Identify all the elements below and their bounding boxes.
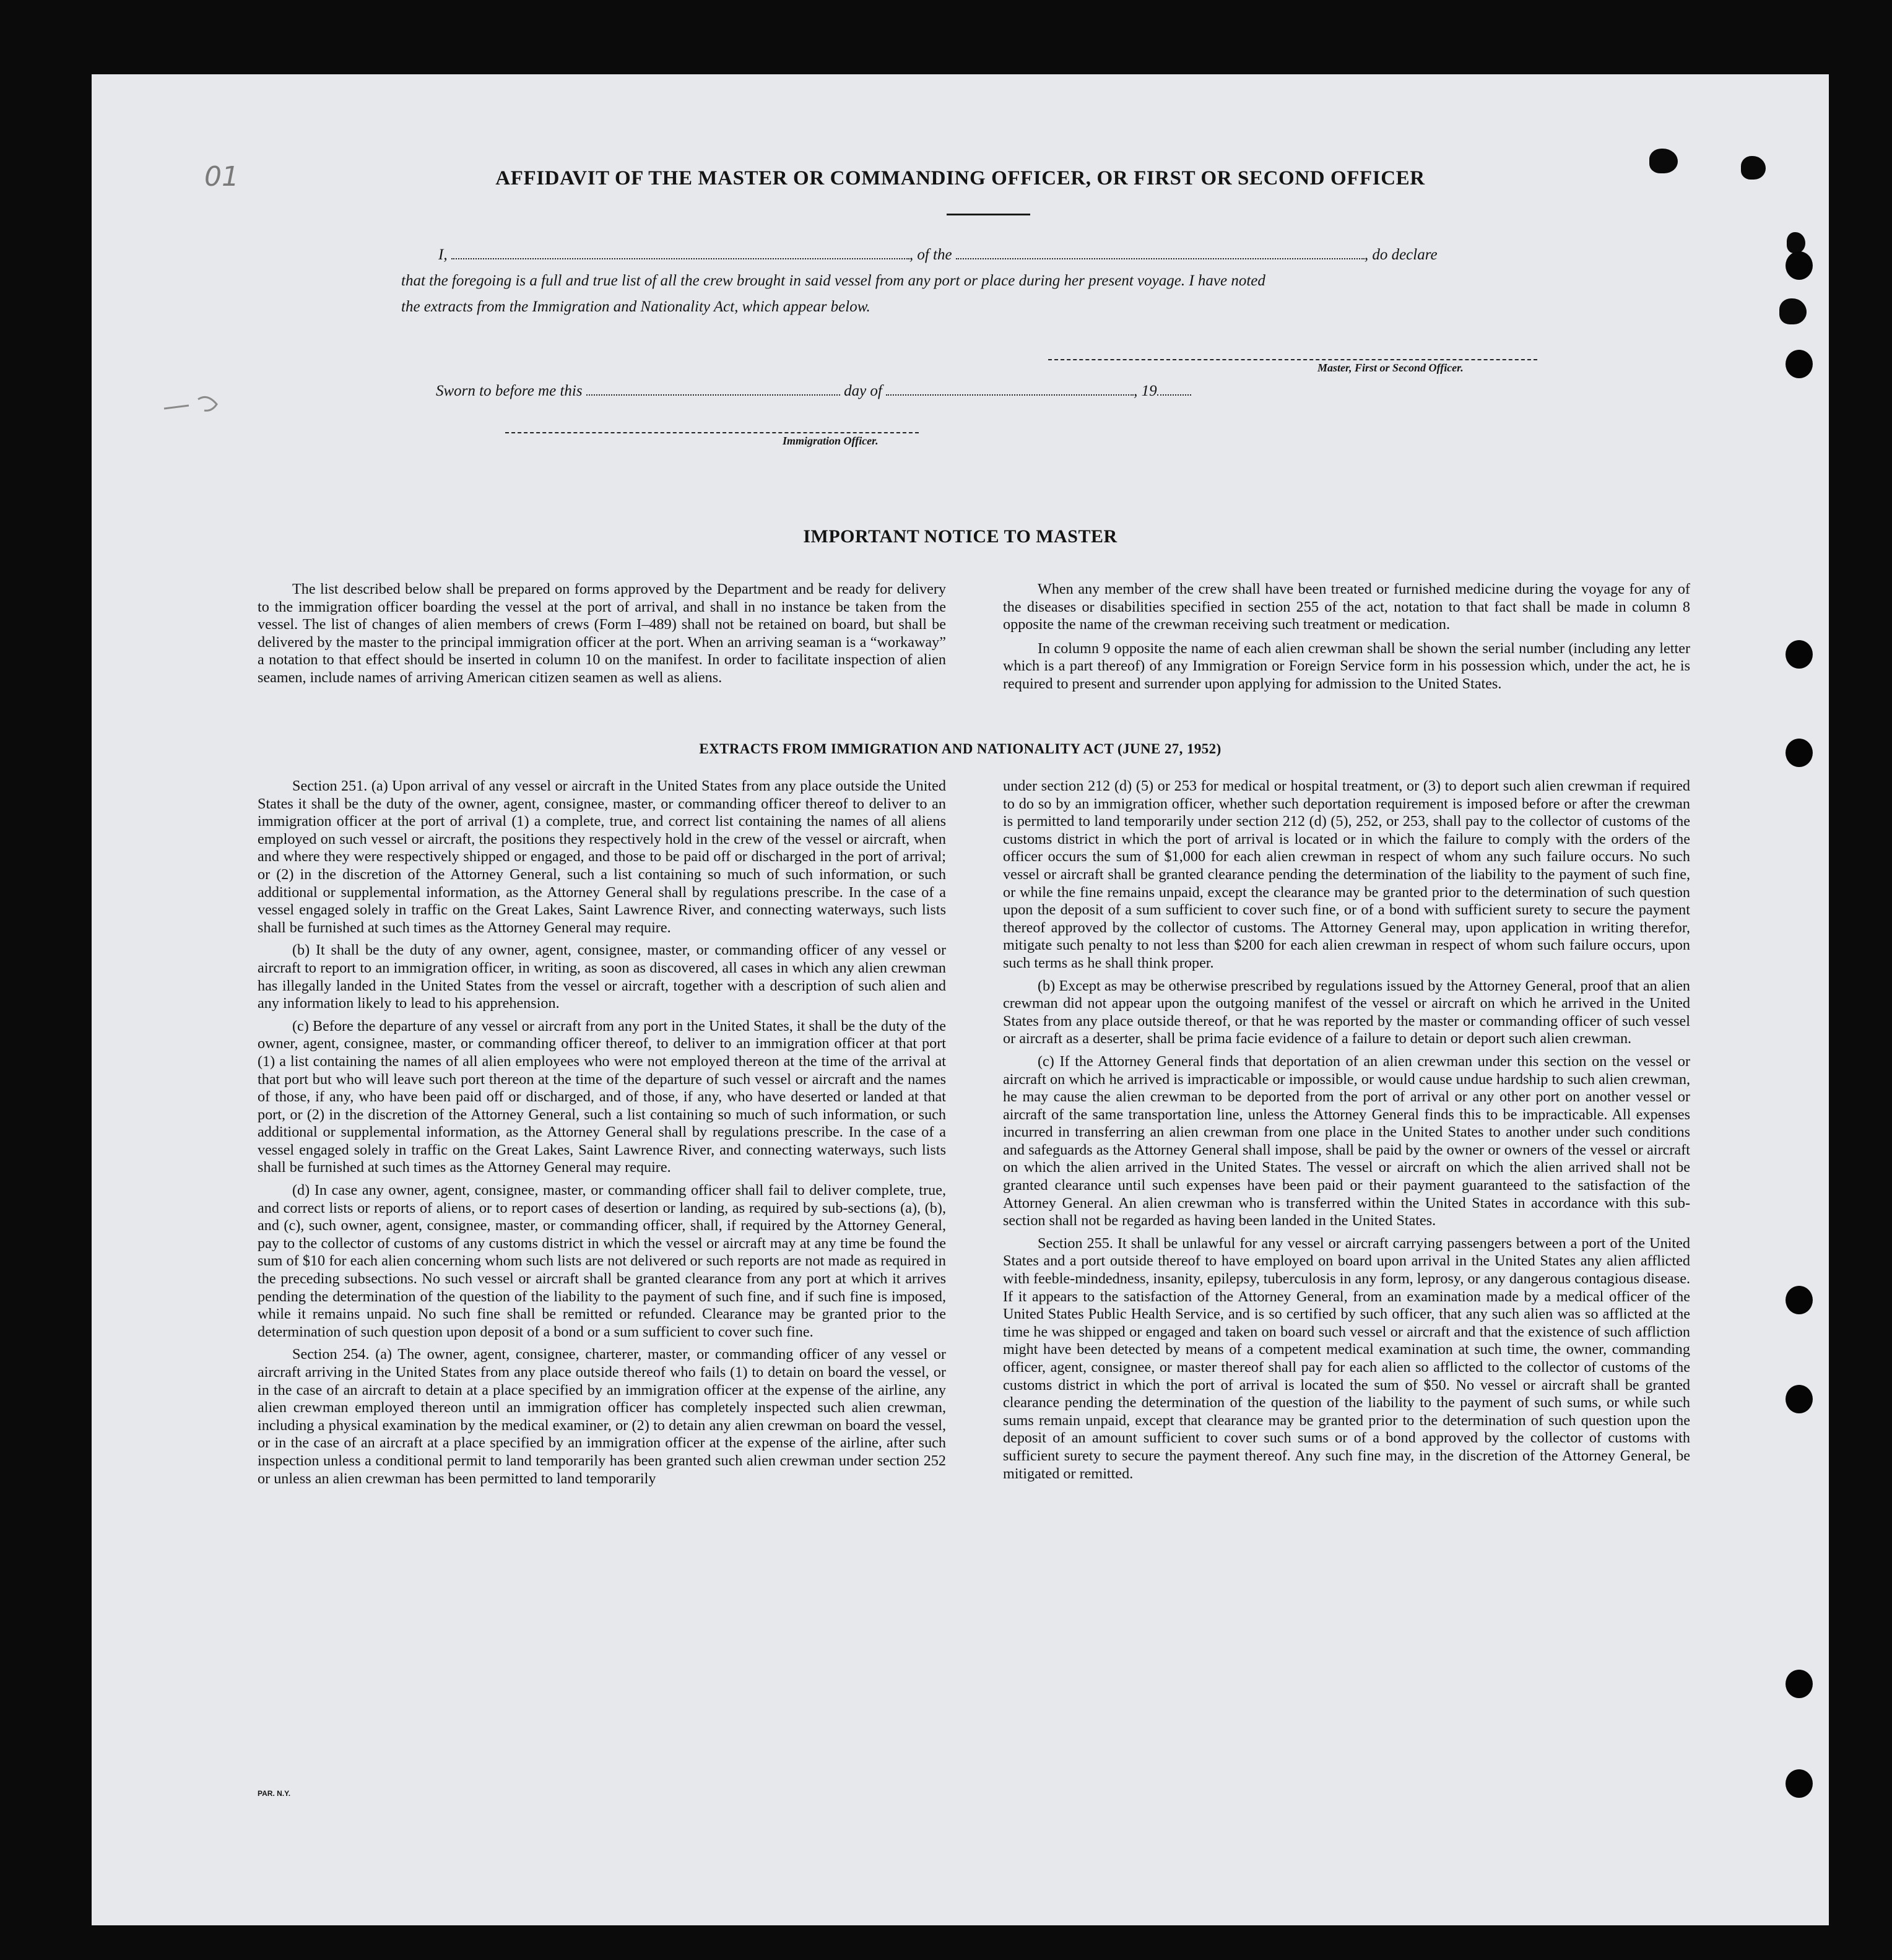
year-prefix-label: , 19 — [1134, 383, 1157, 399]
binder-hole — [1786, 1385, 1813, 1413]
statute-paragraph: Section 255. It shall be unlawful for any vessel or aircraft carrying passengers between a port of the United States and a port outside thereof to have employed on board upon arrival in the United States any alien afflicted with feeble-mindedness, insanity, epilepsy, tuberculosis in any form, leprosy, or any dangerous contagious disease. If it appears to the satisfaction of the Attorney General, from an examination made by a medical officer of the United States Public Health Service, and is so certified by such officer, that any such alien was so afflicted at the time he was shipped or engaged and taken on board such vessel or aircraft and that the existence of such affliction might have been detected by means of a competent medical examination at such time, the owner, commanding officer, agent, consignee, or master thereof shall pay for each alien so afflicted to the collector of customs of the customs district in which the port of arrival is located the sum of $50. No vessel or aircraft shall be granted clearance pending the determination of the question of the liability to the payment of such sums, or while such sums remain unpaid, except that clearance may be granted prior to the determination of such question upon the deposit of an amount sufficient to cover such sums or of a bond approved by the collector of customs with sufficient surety to secure the payment thereof. Any such fine may, in the discretion of the Attorney General, be mitigated or remitted. — [1003, 1234, 1690, 1482]
binder-hole — [1786, 251, 1813, 280]
binder-hole — [1786, 1769, 1813, 1798]
day-of-label: day of — [844, 383, 882, 399]
notice-right-column — [1003, 581, 1690, 700]
extracts-right-column — [1003, 778, 1690, 1488]
sworn-month-field[interactable] — [886, 383, 1134, 396]
handwritten-mark: 01 — [204, 161, 239, 193]
master-signature-label: Master, First or Second Officer. — [1317, 362, 1464, 374]
sworn-year-field[interactable] — [1157, 383, 1191, 396]
statute-paragraph: (b) Except as may be otherwise prescribed by regulations issued by the Attorney General, proof that an alien crewman did not appear upon the outgoing manifest of the vessel or aircraft on which he arrived in the United States from any place outside thereof, or that he was reported by the master or commanding officer of such vessel or aircraft as a deserter, shall be prima facie evidence of a failure to detain or deport such alien crewman. — [1003, 977, 1690, 1047]
officer-signature-line[interactable] — [505, 432, 919, 433]
sworn-label: Sworn to before me this — [436, 383, 583, 399]
affidavit-title: AFFIDAVIT OF THE MASTER OR COMMANDING OFFICER, OR FIRST OR SECOND OFFICER — [495, 167, 1425, 189]
statute-paragraph: (b) It shall be the duty of any owner, agent, consignee, master, or commanding officer of any vessel or aircraft to report to an immigration officer, in writing, as soon as discovered, all cases in which any alien crewman has illegally landed in the United States from the vessel or aircraft, together with a description of such alien and any information likely to lead to his apprehension. — [258, 942, 946, 1012]
printer-mark: PAR. N.Y. — [258, 1789, 291, 1798]
pencil-scribble-icon — [161, 381, 235, 424]
extracts-left-column — [258, 778, 946, 1493]
ink-smudge — [1787, 232, 1805, 253]
statute-paragraph: (c) Before the departure of any vessel or aircraft from any port in the United States, it shall be the duty of the owner, agent, consignee, master, or commanding officer thereof, to deliver to an immigration officer at that port (1) a list containing the names of all alien employees who were not employed thereon at the time of the arrival at that port but who will leave such port thereon at the time of the departure of such vessel or aircraft and the names of those, if any, who have been paid off or discharged, and of those, if any, who have deserted or landed at that port, or (2) in the discretion of the Attorney General, such a list containing so much of such information, or such additional or supplemental information, as the Attorney General shall by regulations prescribe. In the case of a vessel engaged solely in traffic on the Great Lakes, Saint Lawrence River, and connecting waterways, such lists shall be furnished at such times as the Attorney General may require. — [258, 1017, 946, 1176]
do-declare-label: , do declare — [1364, 246, 1438, 263]
vessel-name-field[interactable] — [956, 247, 1365, 259]
of-the-label: , of the — [909, 246, 952, 263]
statute-paragraph: Section 254. (a) The owner, agent, consignee, charterer, master, or commanding officer of any vessel or aircraft arriving in the United States from any place outside thereof who fails (1) to detain on board the vessel, or in the case of an aircraft to detain at a place specified by an immigration officer at the expense of the airline, any alien crewman employed thereon until an immigration officer has completely inspected such alien crewman, including a physical examination by the medical examiner, or (2) to detain any alien crewman on board the vessel, or in the case of an aircraft at a place specified by an immigration officer at the expense of the airline, after such inspection unless a conditional permit to land temporarily has been granted such alien crewman under section 252 or unless an alien crewman has been permitted to land temporarily — [258, 1346, 946, 1487]
officer-signature-label: Immigration Officer. — [783, 435, 879, 447]
binder-hole — [1786, 1286, 1813, 1314]
master-signature-line[interactable] — [1048, 359, 1537, 360]
statute-paragraph: under section 212 (d) (5) or 253 for medical or hospital treatment, or (3) to deport such alien crewman if required to do so by an immigration officer, whether such deportation requirement is imposed before or after the crewman is permitted to land temporarily under section 212 (d) (5), 252, or 253, shall pay to the collector of customs of the customs district in which the port of arrival is located or in which the failure to comply with the orders of the officer occurs the sum of $1,000 for each alien crewman in respect of whom any such failure occurs. No such vessel or aircraft shall be granted clearance pending the determination of the liability to the payment of such fine, or while the fine remains unpaid, except the clearance may be granted prior to the determination of such question upon the deposit of a sum sufficient to cover such fine, or of a bond with sufficient surety to secure the payment thereof approved by the collector of customs. The Attorney General may, upon application in writing therefor, mitigate such penalty to not less than $200 for each alien crewman in respect of whom such failure occurs, upon such terms as he shall think proper. — [1003, 778, 1690, 971]
notice-left-column — [258, 581, 946, 693]
title-underline — [947, 214, 1030, 215]
statute-paragraph: (d) In case any owner, agent, consignee, master, or commanding officer shall fail to deliver complete, true, and correct lists or reports of aliens, or to report cases of desertion or landing, as required by sub-sections (a), (b), and (c), such owner, agent, consignee, master, or commanding officer, shall, if required by the Attorney General, pay to the collector of customs of any customs district in which the vessel or aircraft may at any time be found the sum of $10 for each alien concerning whom such lists are not delivered or such reports are not made as required in the preceding subsections. No such vessel or aircraft shall be granted clearance from any port at which it arrives pending the determination of the question of the liability to the payment of such fine, and if such fine is imposed, while it remains unpaid. No such fine shall be remitted or refunded. Clearance may be granted prior to the determination of such question upon deposit of a bond or a sum sufficient to cover such fine. — [258, 1182, 946, 1340]
sworn-line — [436, 383, 1191, 400]
notice-paragraph: When any member of the crew shall have been treated or furnished medicine during the voyage for any of the diseases or disabilities specified in section 255 of the act, notation to that fact shall be made in column 8 opposite the name of the crewman receiving such treatment or medication. — [1003, 581, 1690, 633]
ink-smudge — [1779, 298, 1807, 324]
notice-paragraph: In column 9 opposite the name of each alien crewman shall be shown the serial number (including any letter which is a part thereof) of any Immigration or Foreign Service form in his possession which, under the act, he is required to present and surrender upon applying for admission to the United States. — [1003, 640, 1690, 692]
notice-paragraph: The list described below shall be prepared on forms approved by the Department and be ready for delivery to the immigration officer boarding the vessel at the port of arrival, and shall in no instance be taken from the vessel. The list of changes of alien members of crews (Form I–489) shall not be retained on board, but shall be delivered by the master to the principal immigration officer at the port. When an arriving seaman is a “workaway” a notation to that effect should be inserted in column 10 on the manifest. In order to facilitate inspection of alien seamen, include names of arriving American citizen seamen as well as aliens. — [258, 581, 946, 686]
declarant-name-field[interactable] — [451, 247, 909, 259]
declaration-text-line-3: the extracts from the Immigration and Nationality Act, which appear below. — [401, 298, 870, 315]
statute-paragraph: (c) If the Attorney General finds that deportation of an alien crewman under this section on the vessel or aircraft on which he arrived is impracticable or impossible, or would cause undue hardship to such alien crewman, he may cause the alien crewman to be deported from the port of arrival or any other port on another vessel or aircraft of the same transportation line, unless the Attorney General finds this to be impracticable. All expenses incurred in transferring an alien crewman from one place in the United States to another under such conditions and safeguards as the Attorney General shall impose, shall be paid by the owner or owners of the vessel or aircraft on which the alien arrived in the United States. The vessel or aircraft on which the alien arrived shall not be granted clearance until such expenses have been paid or their payment guaranteed to the satisfaction of the Attorney General. An alien crewman who is transferred within the United States in accordance with this sub-section shall not be regarded as having been landed in the United States. — [1003, 1052, 1690, 1229]
statute-paragraph: Section 251. (a) Upon arrival of any vessel or aircraft in the United States from any place outside the United States it shall be the duty of the owner, agent, consignee, master, or commanding officer thereof to deliver to an immigration officer at the port of arrival (1) a complete, true, and correct list containing the names of all aliens employed on such vessel or aircraft, the positions they respectively hold in the crew of the vessel or aircraft, when and where they were respectively shipped or engaged, and those to be paid off or discharged in the port of arrival; or (2) in the discretion of the Attorney General, such a list containing so much of such information, or such additional or supplemental information, as the Attorney General shall by regulations prescribe. In the case of a vessel engaged solely in traffic on the Great Lakes, Saint Lawrence River, and connecting waterways, such lists shall be furnished at such times as the Attorney General may require. — [258, 778, 946, 936]
notice-heading: IMPORTANT NOTICE TO MASTER — [803, 526, 1117, 547]
form-page — [92, 74, 1829, 1925]
binder-hole — [1786, 640, 1813, 669]
declarant-prefix: I, — [438, 246, 448, 263]
sworn-day-field[interactable] — [586, 383, 840, 396]
declaration-line — [438, 246, 1438, 264]
binder-hole — [1786, 350, 1813, 378]
declaration-text-line-2: that the foregoing is a full and true list of all the crew brought in said vessel from any port or place during her present voyage. I have noted — [401, 272, 1265, 289]
binder-hole — [1786, 1670, 1813, 1698]
extracts-heading: EXTRACTS FROM IMMIGRATION AND NATIONALITY ACT (JUNE 27, 1952) — [699, 741, 1222, 757]
